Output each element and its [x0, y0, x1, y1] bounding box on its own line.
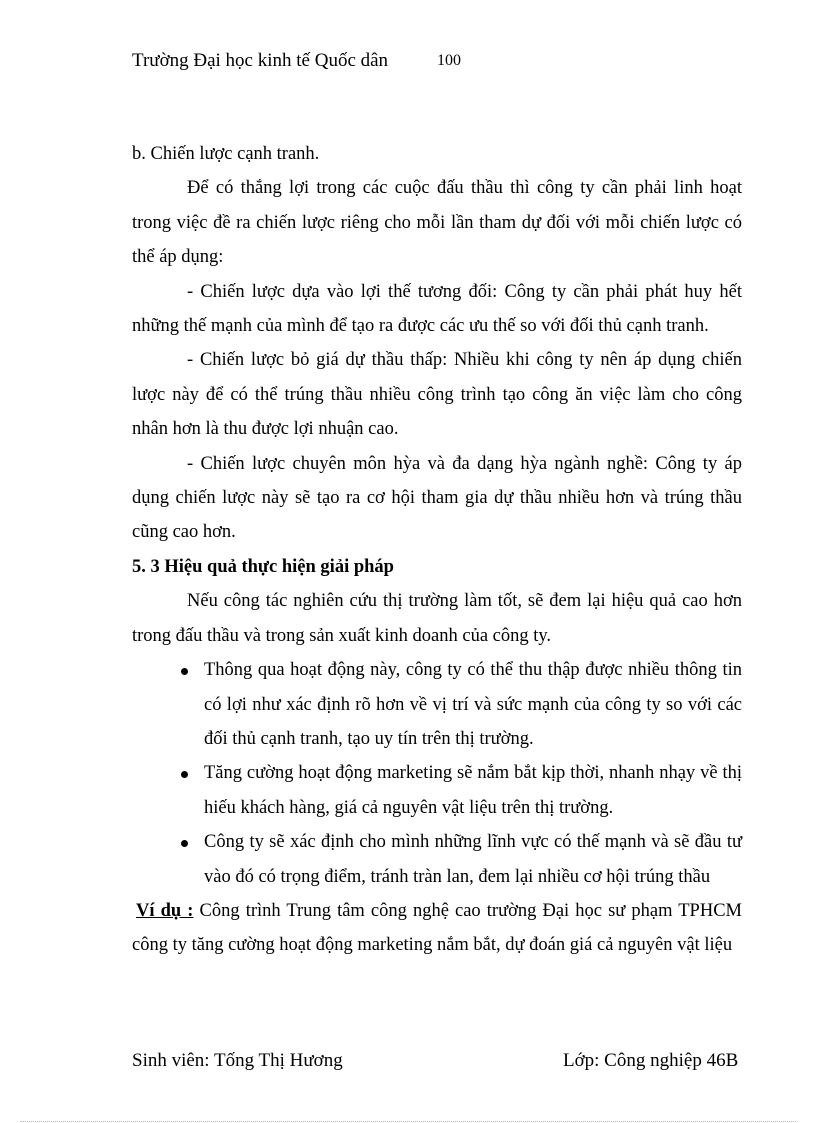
list-item — [132, 756, 742, 825]
subheading-b: b. Chiến lược cạnh tranh. — [132, 144, 320, 164]
paragraph-strategy-low-bid: - Chiến lược bỏ giá dự thầu thấp: Nhiều khi công ty nên áp dụng chiến lược này để có thể trúng thầu nhiều công trình tạo công ăn việc làm cho công nhân hơn là thu được lợi nhuận cao. — [132, 350, 742, 440]
paragraph-effectiveness: Nếu công tác nghiên cứu thị trường làm tốt, sẽ đem lại hiệu quả cao hơn trong đấu thầu và trong sản xuất kinh doanh của công ty. — [132, 591, 742, 646]
document-body — [132, 137, 742, 963]
bullet-text: Thông qua hoạt động này, công ty có thể thu thập được nhiều thông tin có lợi như xác định rõ hơn về vị trí và sức mạnh của công ty so với các đối thủ cạnh tranh, tạo uy tín trên thị trường. — [204, 660, 742, 749]
section-heading: 5. 3 Hiệu quả thực hiện giải pháp — [132, 556, 394, 577]
bullet-list — [132, 653, 742, 894]
bullet-icon — [181, 668, 188, 675]
footer-class: Lớp: Công nghiệp 46B — [563, 1050, 739, 1071]
paragraph-strategy-advantage: - Chiến lược dựa vào lợi thế tương đối: Công ty cần phải phát huy hết những thế mạnh của mình để tạo ra được các ưu thế so với đối thủ cạnh tranh. — [132, 281, 742, 337]
list-item — [132, 825, 742, 894]
example-label: Ví dụ : — [136, 900, 194, 921]
page-bottom-divider — [20, 1121, 796, 1122]
bullet-icon — [181, 771, 188, 778]
bullet-text: Công ty sẽ xác định cho mình những lĩnh vực có thế mạnh và sẽ đầu tư vào đó có trọng điểm, tránh tràn lan, đem lại nhiều cơ hội trúng thầu — [204, 832, 742, 887]
footer-student: Sinh viên: Tống Thị Hương — [132, 1050, 343, 1071]
paragraph-strategy-specialization: - Chiến lược chuyên môn hỳa và đa dạng hỳa ngành nghề: Công ty áp dụng chiến lược này sẽ tạo ra cơ hội tham gia dự thầu nhiều hơn và trúng thầu cũng cao hơn. — [132, 453, 742, 543]
header-school-name: Trường Đại học kinh tế Quốc dân — [132, 50, 389, 71]
bullet-icon — [181, 840, 188, 847]
page-number: 100 — [437, 52, 461, 69]
paragraph-intro: Để có thắng lợi trong các cuộc đấu thầu thì công ty cần phải linh hoạt trong việc đề ra chiến lược riêng cho mỗi lần tham dự đối với mỗi chiến lược có thể áp dụng: — [132, 178, 742, 268]
example-text: Công trình Trung tâm công nghệ cao trường Đại học sư phạm TPHCM công ty tăng cường hoạt động marketing nắm bắt, dự đoán giá cả nguyên vật liệu — [132, 900, 742, 956]
bullet-text: Tăng cường hoạt động marketing sẽ nắm bắt kịp thời, nhanh nhạy về thị hiếu khách hàng, giá cả nguyên vật liệu trên thị trường. — [204, 763, 742, 818]
paragraph-example — [132, 894, 742, 963]
list-item — [132, 653, 742, 756]
